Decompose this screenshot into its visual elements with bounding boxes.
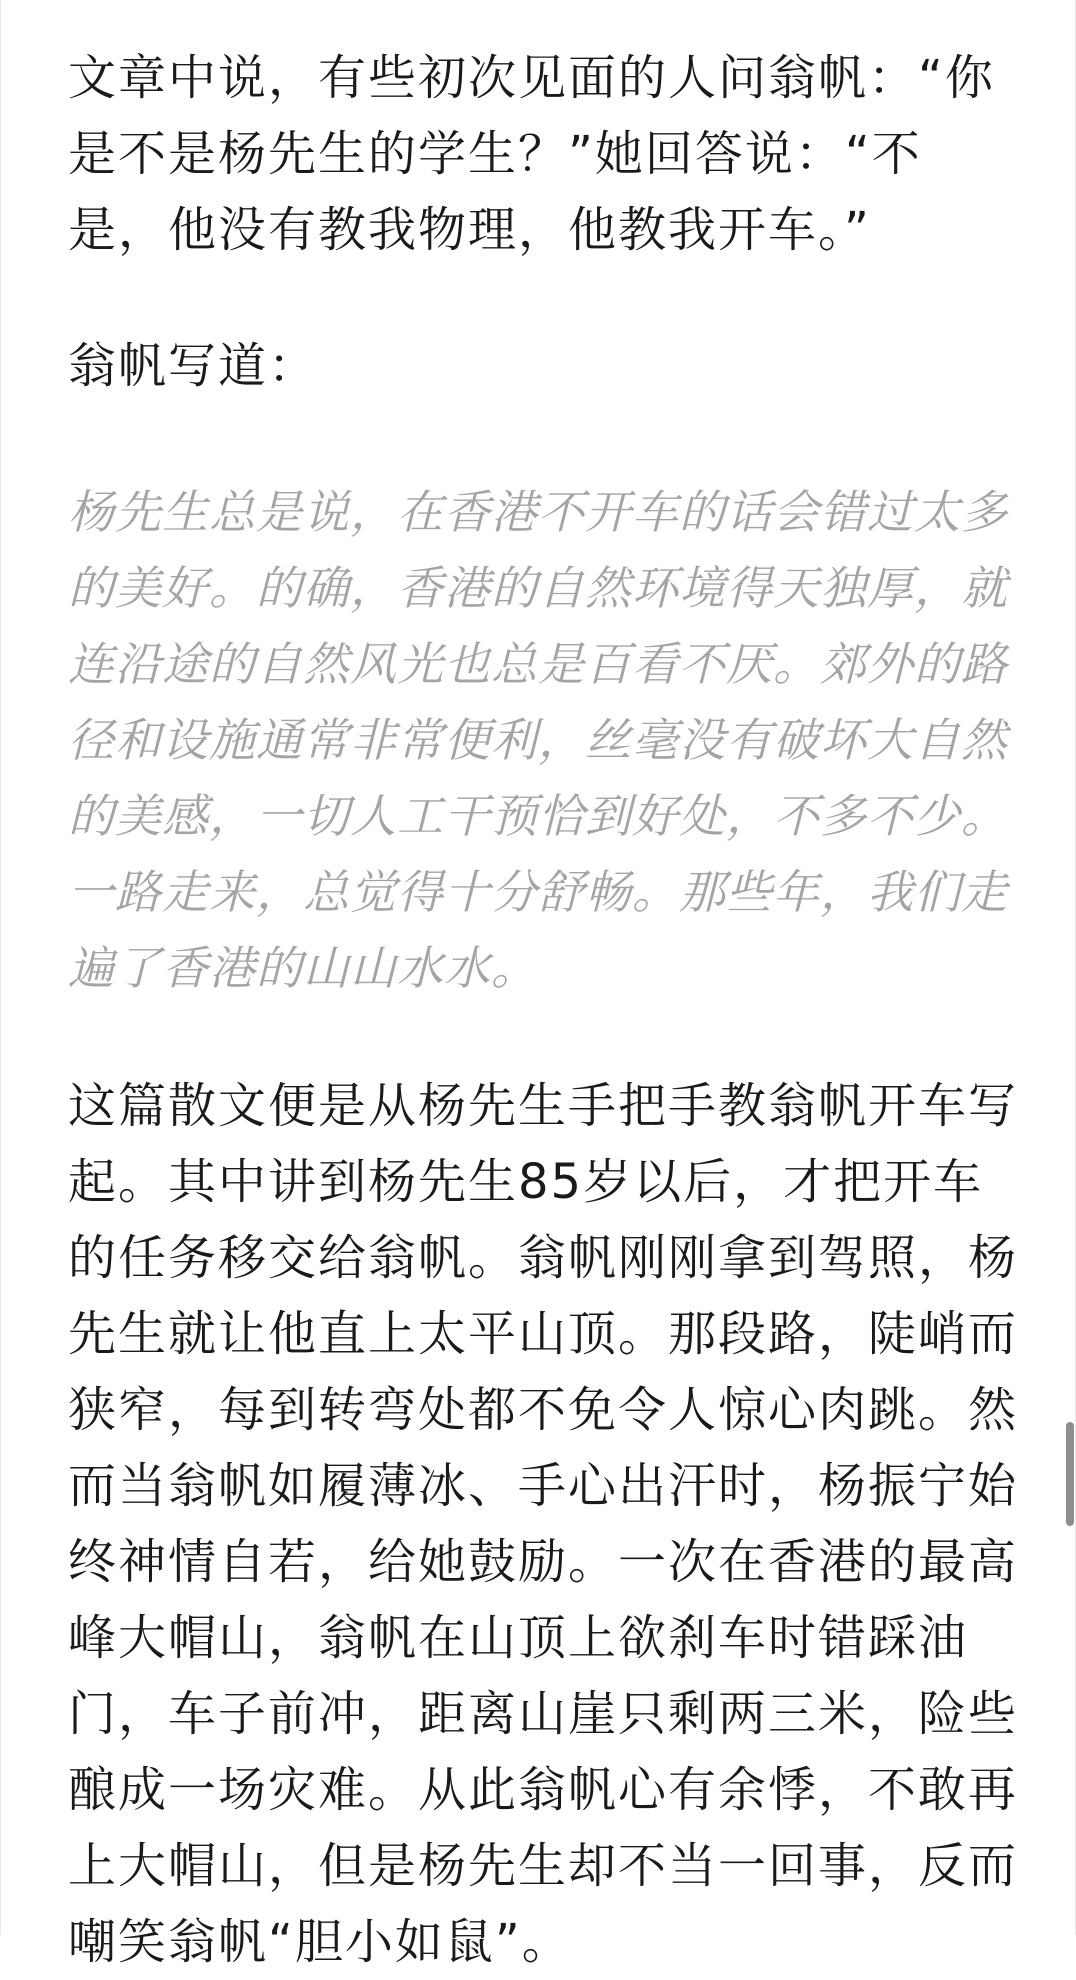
article-body — [68, 40, 1018, 1980]
left-edge-line — [0, 0, 1, 1935]
paragraph-driving-story: 这篇散文便是从杨先生手把手教翁帆开车写起。其中讲到杨先生85岁以后，才把开车的任务移交给翁帆。翁帆刚刚拿到驾照，杨先生就让他直上太平山顶。那段路，陡峭而狭窄，每到转弯处都不免令人惊心肉跳。然而当翁帆如履薄冰、手心出汗时，杨振宁始终神情自若，给她鼓励。一次在香港的最高峰大帽山，翁帆在山顶上欲刹车时错踩油门，车子前冲，距离山崖只剩两三米，险些酿成一场灾难。从此翁帆心有余悸，不敢再上大帽山，但是杨先生却不当一回事，反而嘲笑翁帆“胆小如鼠”。 — [68, 1078, 1019, 1970]
vertical-scrollbar-thumb[interactable] — [1066, 1422, 1074, 1526]
quoted-passage: 杨先生总是说，在香港不开车的话会错过太多的美好。的确，香港的自然环境得天独厚，就连沿途的自然风光也总是百看不厌。郊外的路径和设施通常非常便利，丝毫没有破坏大自然的美感，一切人工干预恰到好处，不多不少。一路走来，总觉得十分舒畅。那些年，我们走遍了香港的山山水水。 — [68, 485, 1008, 995]
paragraph-lead-in: 翁帆写道： — [68, 338, 319, 394]
paragraph-intro: 文章中说，有些初次见面的人问翁帆：“你是不是杨先生的学生？”她回答说：“不是，他没有教我物理，他教我开车。” — [68, 50, 995, 258]
